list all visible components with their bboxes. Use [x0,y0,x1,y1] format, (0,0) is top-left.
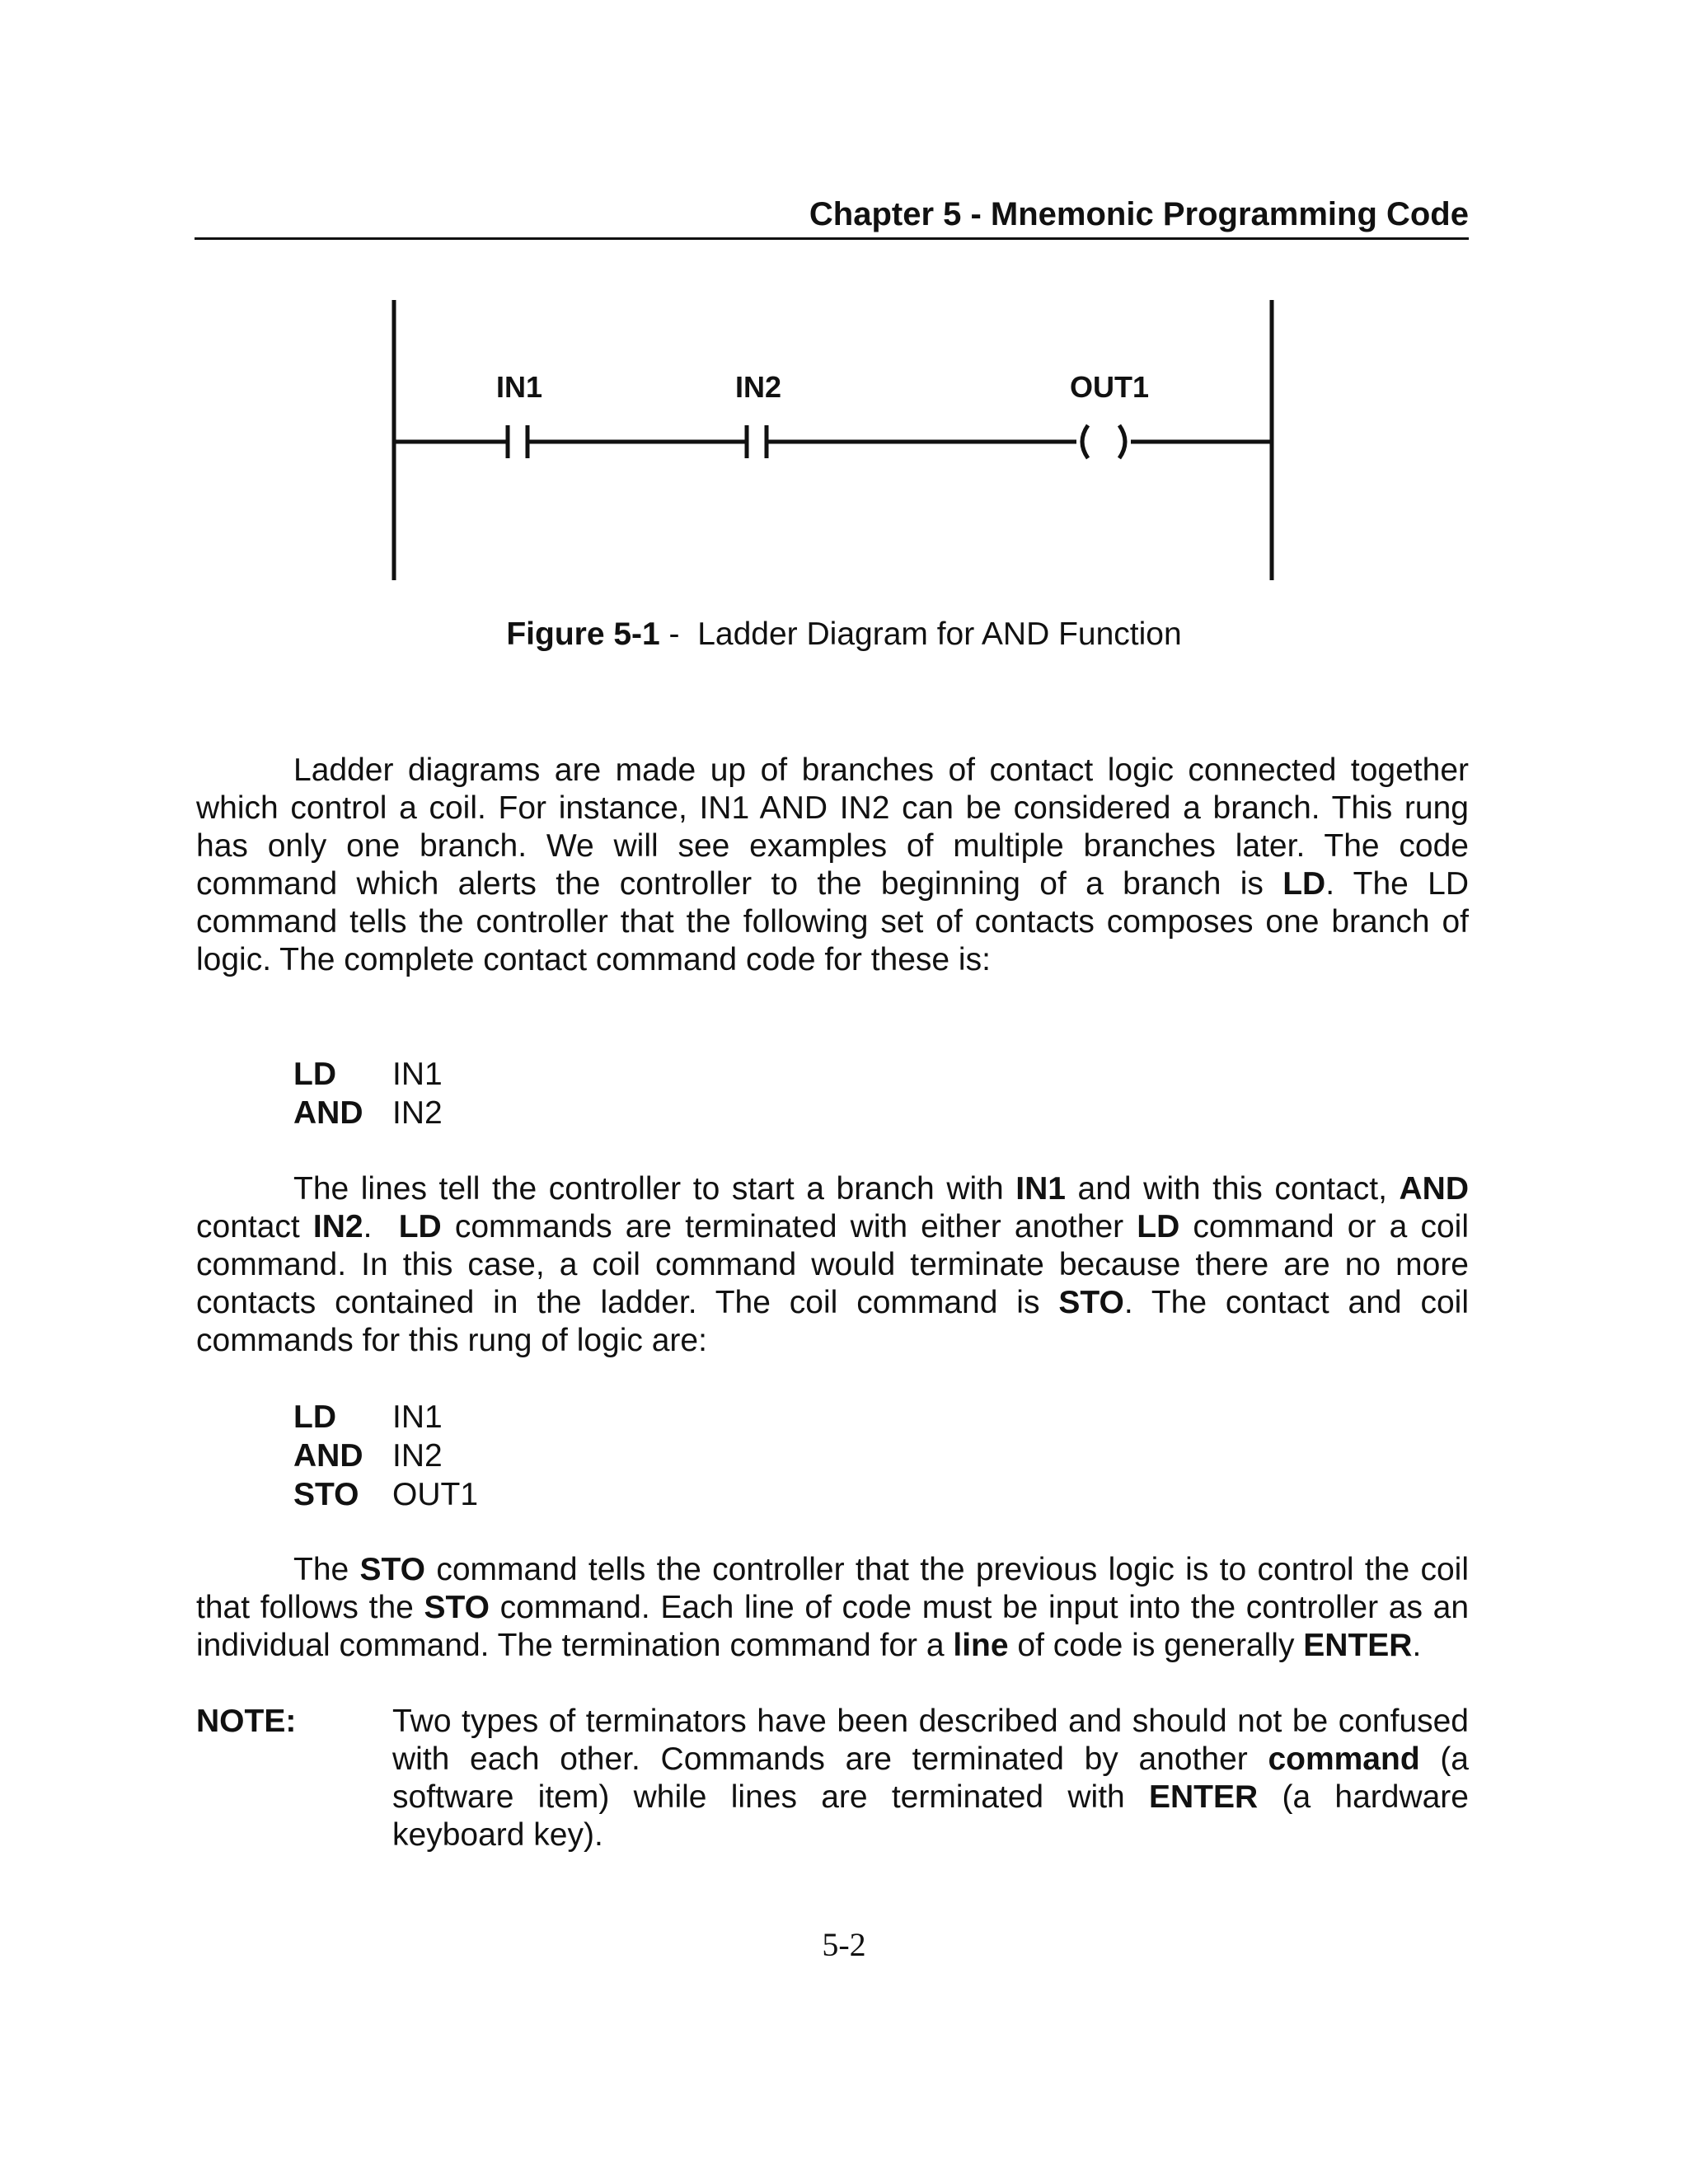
para3-text: command tells the controller that the previous logic is to control the coil that follows the [196,1552,1469,1625]
coil-out1-right-arc [1119,425,1125,458]
note-label: NOTE: [196,1704,297,1739]
code-arg: IN1 [392,1057,443,1092]
paragraph-1 [196,752,1469,979]
para3-text: command. Each line of code must be input into the controller as an individual command. The termination command for a [196,1590,1470,1663]
caption-separator: - [659,616,698,652]
para3-bold: STO [359,1552,426,1587]
code-line [293,1475,478,1514]
code-line [293,1055,443,1094]
note-bold: ENTER [1149,1779,1259,1815]
para3-bold: line [953,1628,1009,1663]
ladder-figure [0,0,1688,676]
code-arg: IN2 [392,1438,443,1474]
code-line [293,1398,478,1436]
para2-bold: STO [1058,1285,1124,1320]
para2-text: . [363,1209,399,1244]
para2-text: commands are terminated with either another [441,1209,1137,1244]
para2-bold: LD [398,1209,442,1244]
para1-bold-ld: LD [1282,866,1326,902]
para2-text: The lines tell the controller to start a branch with [293,1171,1016,1207]
code-op: LD [293,1057,336,1092]
caption-text: Ladder Diagram for AND Function [697,616,1182,652]
paragraph-3 [196,1551,1469,1665]
figure-number: Figure 5-1 [506,616,660,652]
code-op: AND [293,1095,363,1131]
para3-bold: STO [424,1590,490,1625]
label-in1: IN1 [495,370,543,404]
para2-bold: IN1 [1015,1171,1066,1207]
note-body [392,1703,1469,1854]
para2-text: and with this contact, [1065,1171,1400,1207]
code-arg: IN1 [392,1399,443,1435]
para3-text: of code is generally [1008,1628,1304,1663]
chapter-header: Chapter 5 - Mnemonic Programming Code [809,196,1469,232]
para1-text-2: . The LD command tells the controller that the following set of contacts composes one branch of logic. The complete contact command code for these is: [196,866,1469,977]
para3-text: . [1412,1628,1422,1663]
figure-caption [0,615,1688,654]
label-in2: IN2 [734,370,782,404]
code-op: STO [293,1477,359,1512]
code-arg: IN2 [392,1095,443,1131]
para2-bold: AND [1399,1171,1469,1207]
para3-bold: ENTER [1303,1628,1413,1663]
note-text: Two types of terminators have been described and should not be confused with each other. Commands are terminated by another [392,1704,1469,1777]
page-number: 5-2 [822,1926,866,1963]
note-bold: command [1268,1741,1420,1777]
label-out1: OUT1 [1069,370,1150,404]
code-block-2 [293,1398,478,1514]
paragraph-2 [196,1170,1469,1360]
note-text: (a hardware keyboard key). [392,1779,1469,1853]
para3-text: The [293,1552,360,1587]
note-text: (a software item) while lines are terminated with [392,1741,1469,1815]
para2-text: . The contact and coil commands for this rung of logic are: [196,1285,1469,1358]
para1-text-1: Ladder diagrams are made up of branches of contact logic connected together which control a coil. For instance, IN1 AND IN2 can be considered a branch. This rung has only one branch. We will see examples of multiple branches later. The code command which alerts the controller to the beginning of a branch is [196,752,1469,902]
coil-out1-left-arc [1082,425,1088,458]
code-block-1 [293,1055,443,1132]
para2-text: contact [196,1209,313,1244]
code-op: AND [293,1438,363,1474]
para2-bold: LD [1137,1209,1180,1244]
para2-bold: IN2 [312,1209,363,1244]
code-op: LD [293,1399,336,1435]
code-line [293,1436,478,1475]
code-arg: OUT1 [392,1477,479,1512]
code-line [293,1094,443,1132]
para2-text: command or a coil command. In this case, a coil command would terminate because there are no more contacts contained in the ladder. The coil command is [196,1209,1469,1320]
ladder-diagram [0,0,1688,676]
